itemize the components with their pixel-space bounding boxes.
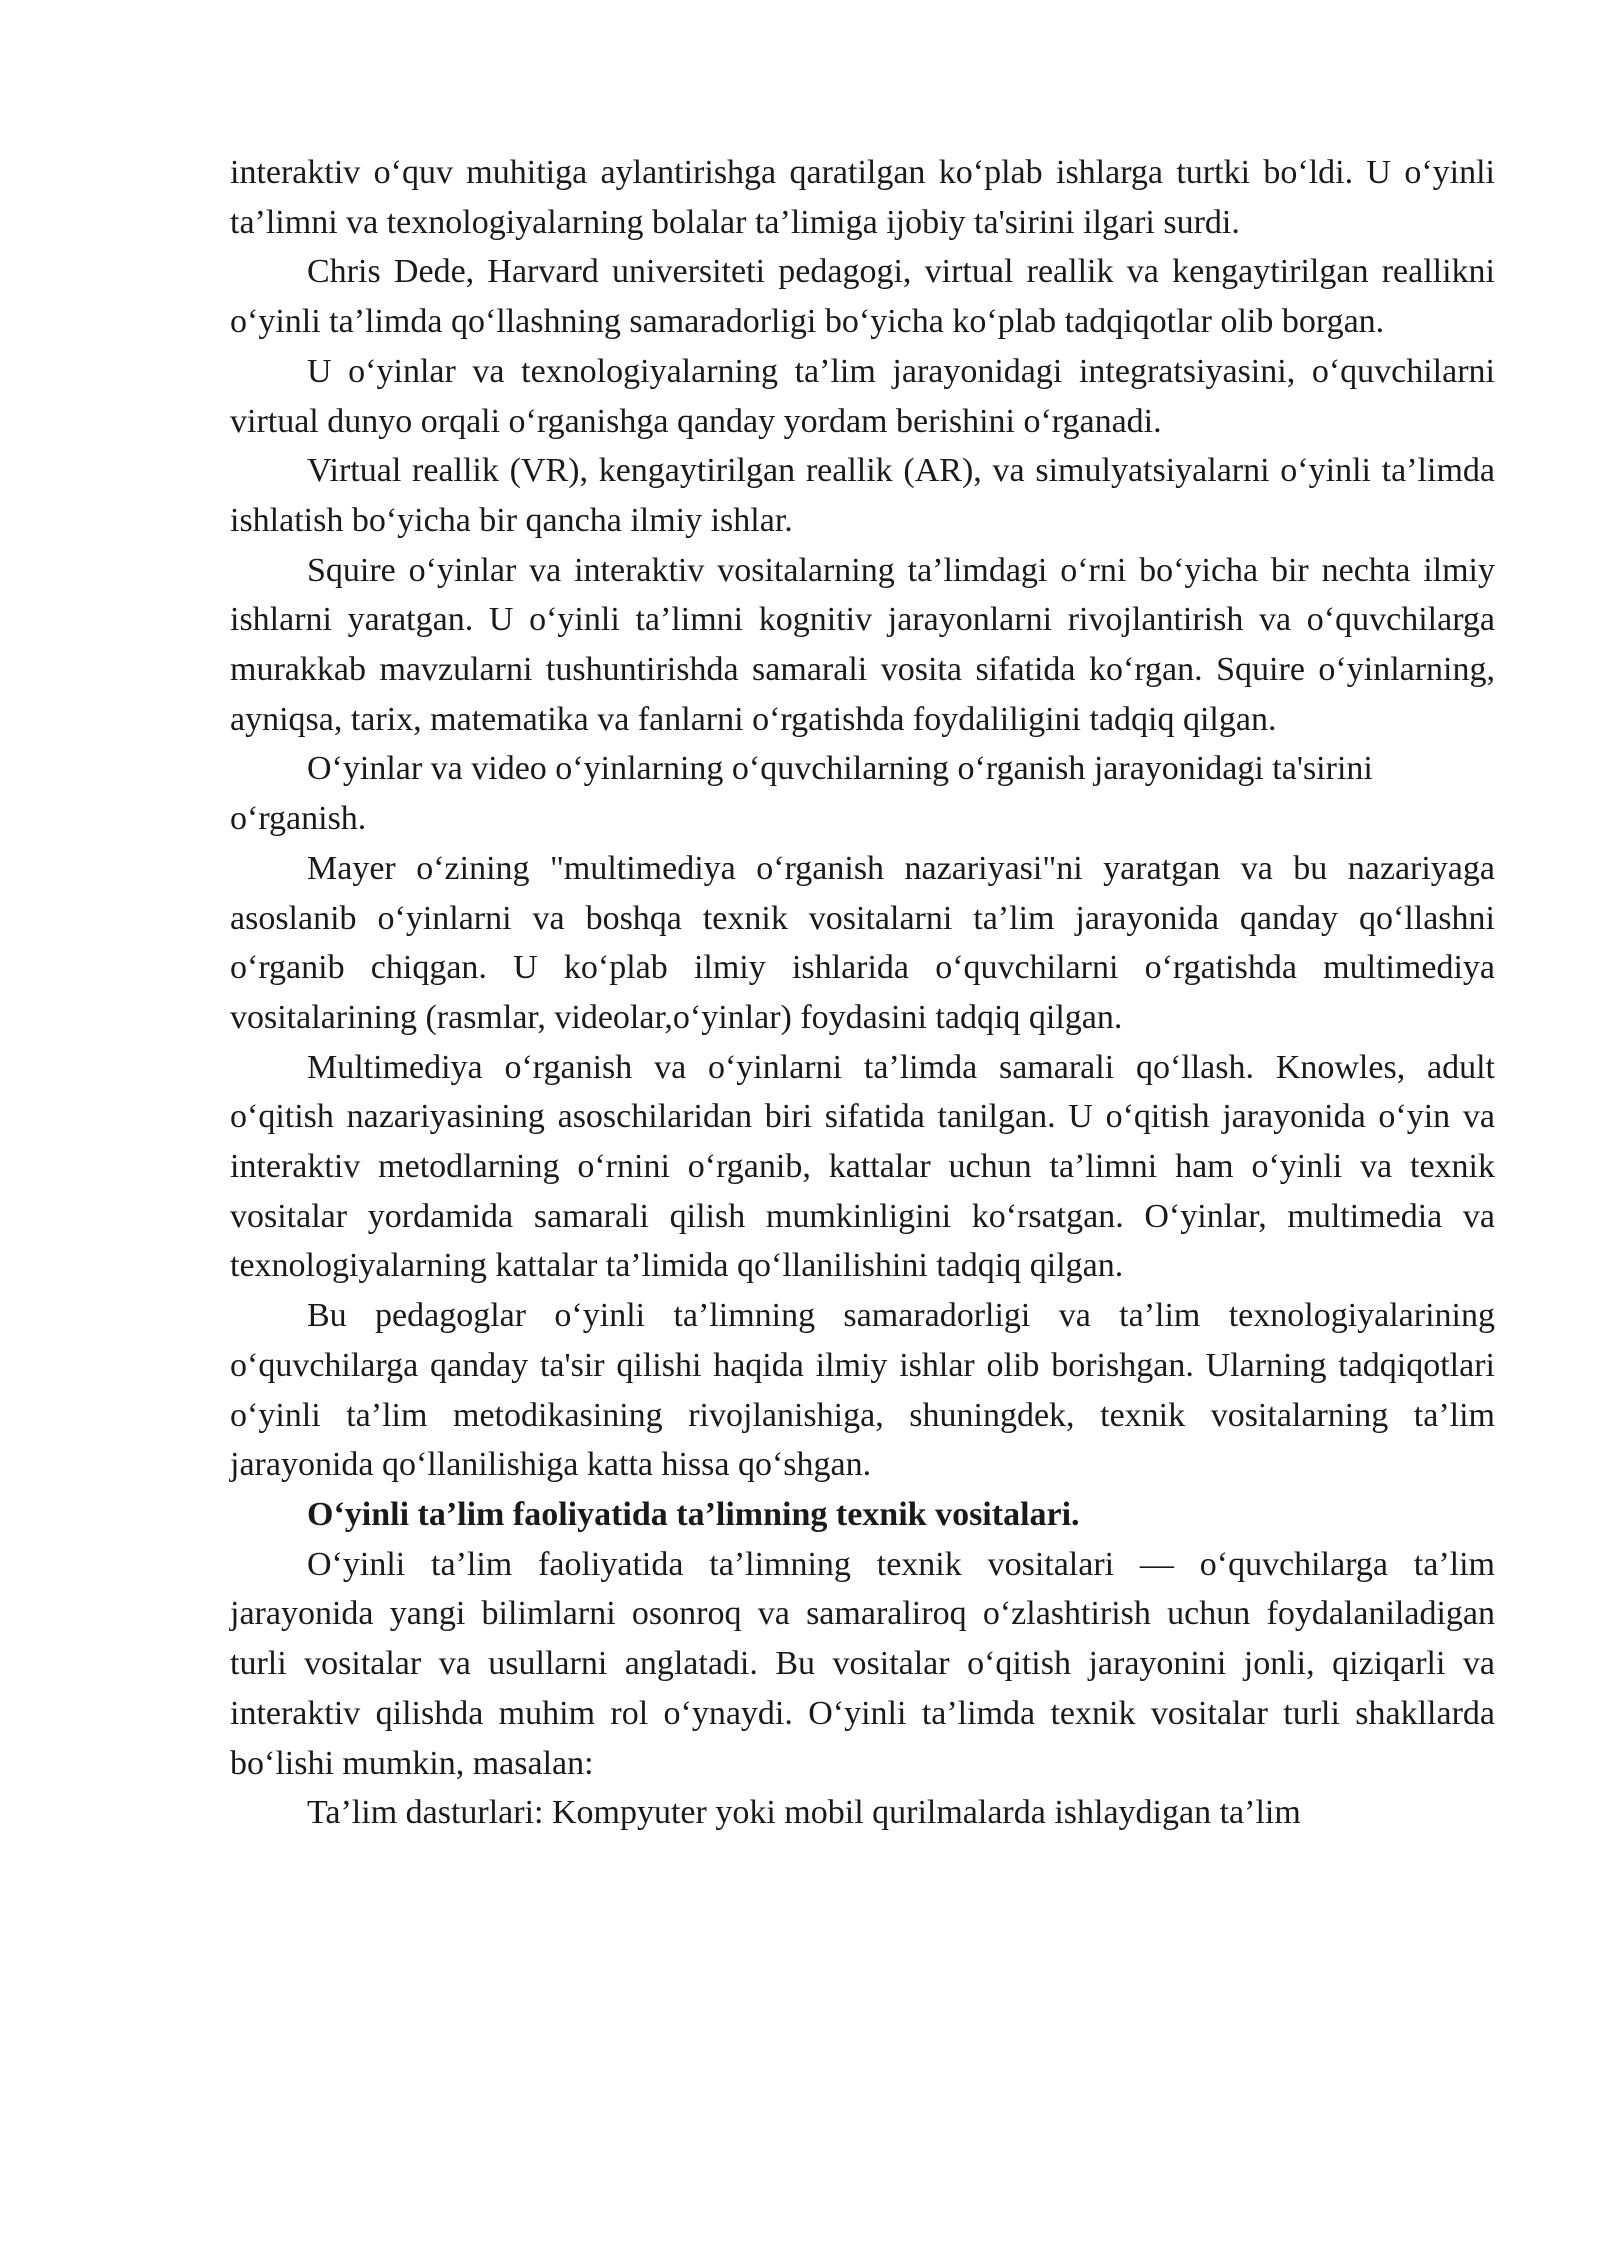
paragraph-video-games: O‘yinlar va video o‘yinlarning o‘quvchilarning o‘rganish jarayonidagi ta'sirini o‘rganish. bbox=[230, 750, 1373, 838]
paragraph-pedagogues: Bu pedagoglar o‘yinli ta’limning samaradorligi va ta’lim texnologiyalarining o‘quvchilarga qanday ta'sir qilishi haqida ilmiy ishlar olib borishgan. Ularning tadqiqotlari o‘yinli ta’lim metodikasining rivojlanishiga, shuningdek, texnik vositalarning ta’lim jarayonida qo‘llanilishiga katta hissa qo‘shgan. bbox=[230, 1297, 1495, 1484]
paragraph-mayer: Mayer o‘zining "multimediya o‘rganish nazariyasi"ni yaratgan va bu nazariyaga asoslanib o‘yinlarni va boshqa texnik vositalarni ta’lim jarayonida qanday qo‘llashni o‘rganib chiqgan. U ko‘plab ilmiy ishlarida o‘quvchilarni o‘rgatishda multimediya vositalarining (rasmlar, videolar,o‘yinlar) foydasini tadqiq qilgan. bbox=[230, 849, 1495, 1036]
paragraph-chris-dede: Chris Dede, Harvard universiteti pedagogi, virtual reallik va kengaytirilgan reallikni o‘yinli ta’limda qo‘llashning samaradorligi bo‘yicha ko‘plab tadqiqotlar olib borgan. bbox=[230, 253, 1495, 341]
paragraph-educational-software: Ta’lim dasturlari: Kompyuter yoki mobil qurilmalarda ishlaydigan ta’lim bbox=[307, 1794, 1301, 1832]
section-heading: O‘yinli ta’lim faoliyatida ta’limning texnik vositalari. bbox=[307, 1495, 1080, 1533]
document-page bbox=[230, 148, 1495, 1838]
paragraph-integration: U o‘yinlar va texnologiyalarning ta’lim jarayonidagi integratsiyasini, o‘quvchilarni virtual dunyo orqali o‘rganishga qanday yordam berishini o‘rganadi. bbox=[230, 352, 1495, 440]
paragraph-technical-tools: O‘yinli ta’lim faoliyatida ta’limning texnik vositalari — o‘quvchilarga ta’lim jarayonida yangi bilimlarni osonroq va samaraliroq o‘zlashtirish uchun foydalaniladigan turli vositalar va usullarni anglatadi. Bu vositalar o‘qitish jarayonini jonli, qiziqarli va interaktiv qilishda muhim rol o‘ynaydi. O‘yinli ta’limda texnik vositalar turli shakllarda bo‘lishi mumkin, masalan: bbox=[230, 1545, 1495, 1782]
paragraph-knowles: Multimediya o‘rganish va o‘yinlarni ta’limda samarali qo‘llash. Knowles, adult o‘qitish nazariyasining asoschilaridan biri sifatida tanilgan. U o‘qitish jarayonida o‘yin va interaktiv metodlarning o‘rnini o‘rganib, kattalar uchun ta’limni ham o‘yinli va texnik vositalar yordamida samarali qilish mumkinligini ko‘rsatgan. O‘yinlar, multimedia va texnologiyalarning kattalar ta’limida qo‘llanilishini tadqiq qilgan. bbox=[230, 1048, 1495, 1285]
paragraph-vr-ar: Virtual reallik (VR), kengaytirilgan reallik (AR), va simulyatsiyalarni o‘yinli ta’limda ishlatish bo‘yicha bir qancha ilmiy ishlar. bbox=[230, 452, 1495, 539]
paragraph-continuation: interaktiv o‘quv muhitiga aylantirishga qaratilgan ko‘plab ishlarga turtki bo‘ldi. U o‘yinli ta’limni va texnologiyalarning bolalar ta’limiga ijobiy ta'sirini ilgari surdi. bbox=[230, 154, 1495, 241]
paragraph-squire: Squire o‘yinlar va interaktiv vositalarning ta’limdagi o‘rni bo‘yicha bir nechta ilmiy ishlarni yaratgan. U o‘yinli ta’limni kognitiv jarayonlarni rivojlantirish va o‘quvchilarga murakkab mavzularni tushuntirishda samarali vosita sifatida ko‘rgan. Squire o‘yinlarning, ayniqsa, tarix, matematika va fanlarni o‘rgatishda foydaliligini tadqiq qilgan. bbox=[230, 551, 1495, 738]
